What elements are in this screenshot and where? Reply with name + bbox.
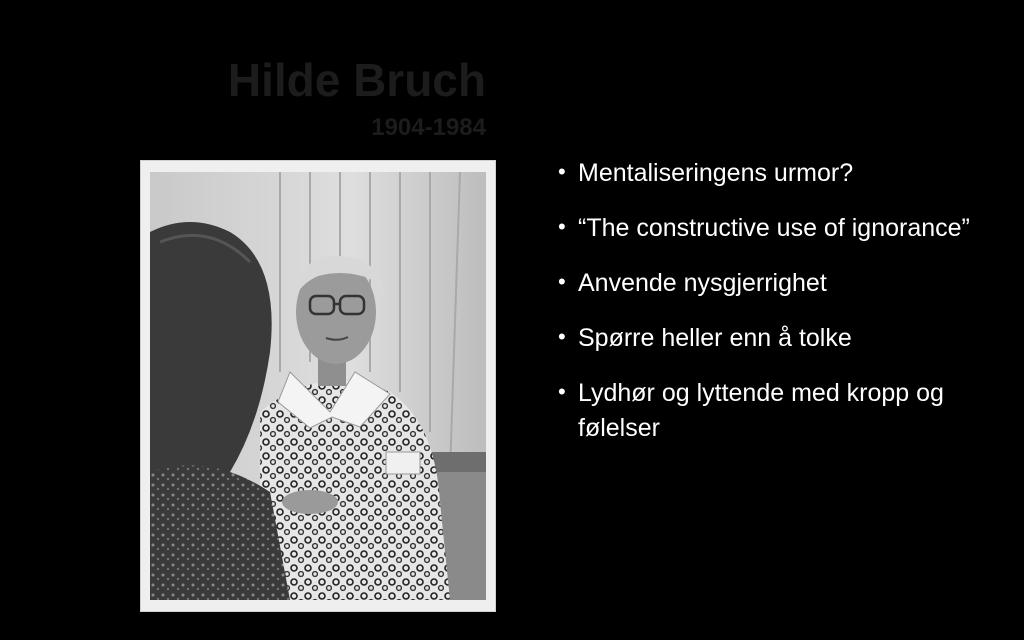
bullet-list: [556, 156, 996, 466]
bullet-item: [556, 266, 996, 301]
bullet-text: Lydhør og lyttende med kropp og følelser: [578, 379, 944, 442]
bullet-item: [556, 156, 996, 191]
bullet-item: [556, 376, 996, 446]
slide-title: Hilde Bruch: [227, 54, 486, 106]
bullet-text: Spørre heller enn å tolke: [578, 324, 852, 352]
bullet-text: “The constructive use of ignorance”: [578, 214, 970, 242]
bullet-text: Mentaliseringens urmor?: [578, 159, 854, 187]
bullet-dot-icon: •: [558, 269, 566, 294]
bullet-item: [556, 321, 996, 356]
bullet-dot-icon: •: [558, 214, 566, 239]
bullet-item: [556, 211, 996, 246]
portrait-photo-frame: [140, 160, 496, 612]
bullet-text: Anvende nysgjerrighet: [578, 269, 827, 297]
bullet-dot-icon: •: [558, 324, 566, 349]
bullet-dot-icon: •: [558, 159, 566, 184]
slide-subtitle-years: 1904-1984: [371, 114, 486, 141]
bullet-dot-icon: •: [558, 379, 566, 404]
portrait-photo: [150, 172, 486, 600]
